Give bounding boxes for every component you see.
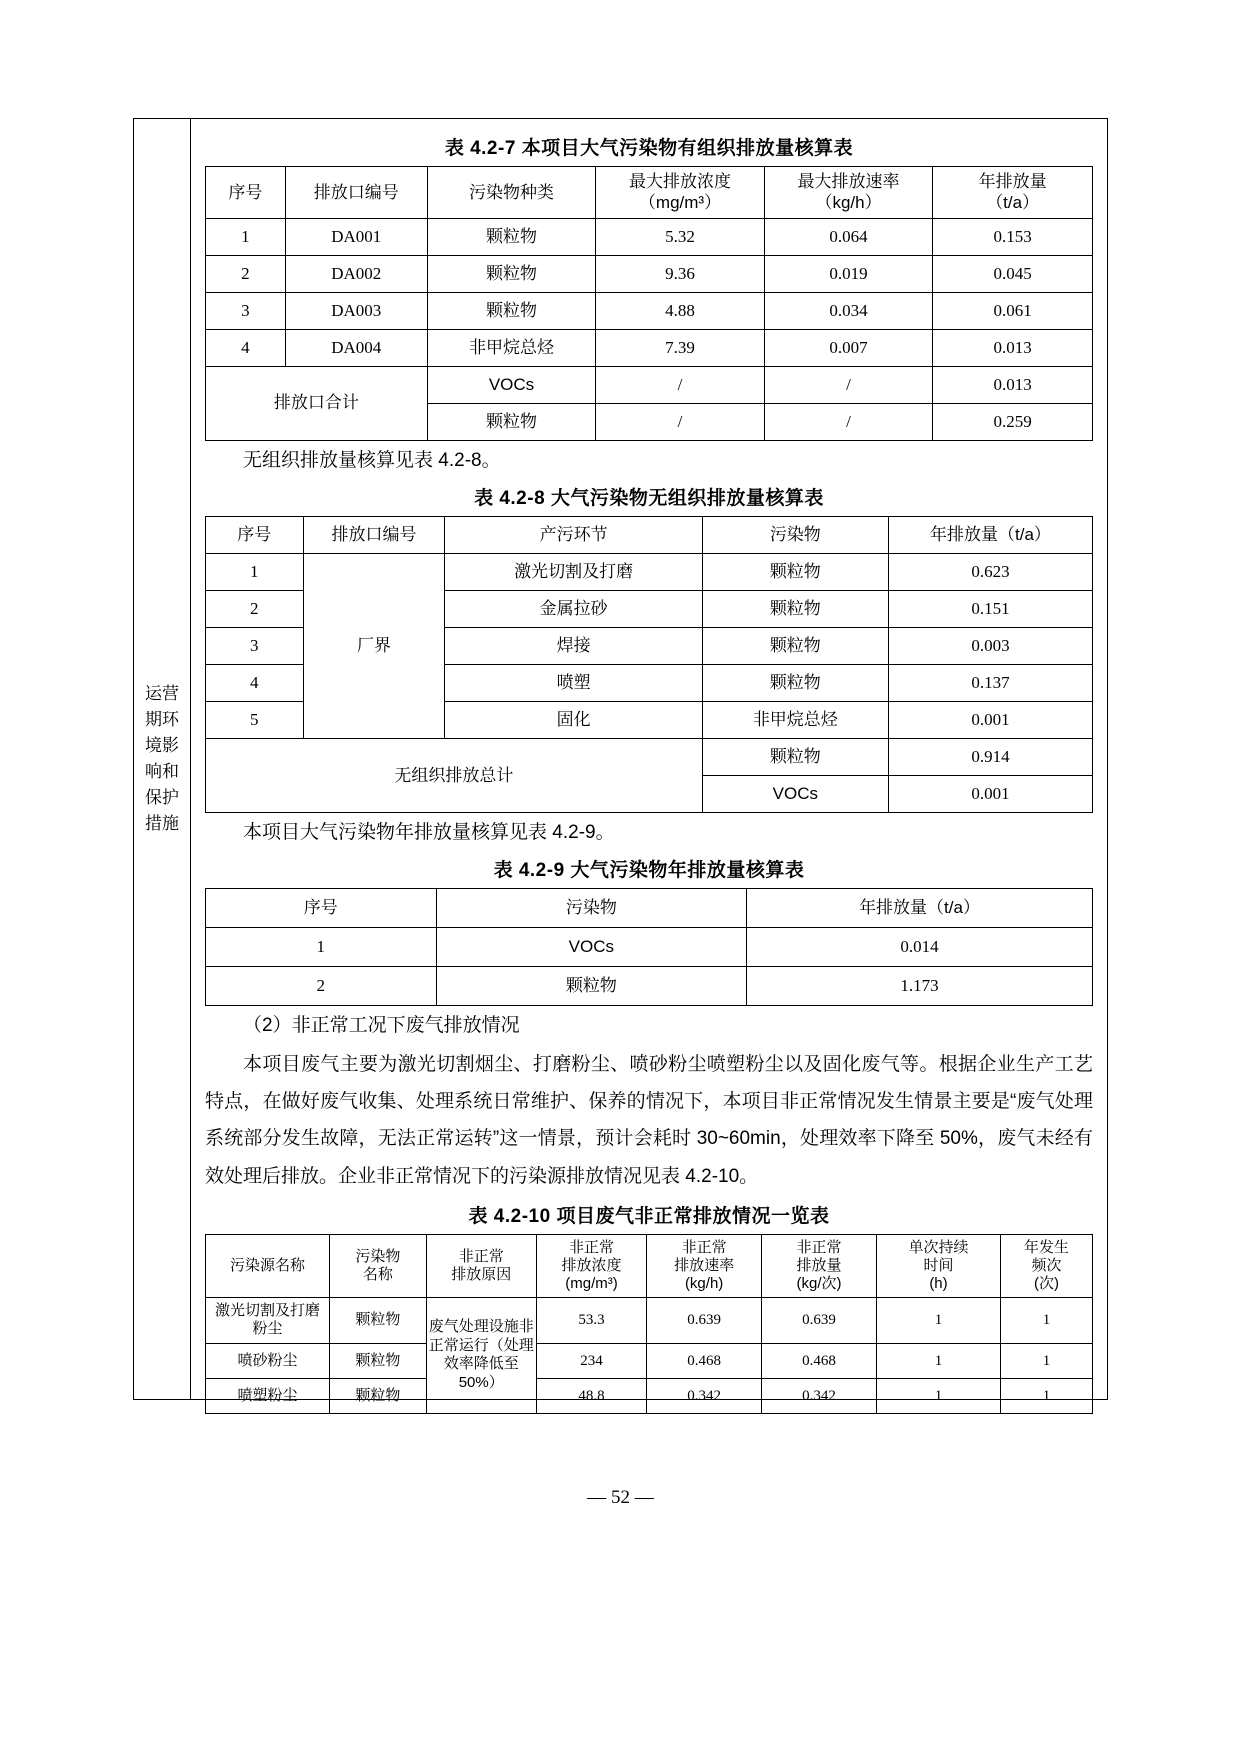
col-header-conc xyxy=(536,1234,646,1297)
cell-seq: 3 xyxy=(206,627,304,664)
col-header-amount xyxy=(762,1234,877,1297)
col-header-seq: 序号 xyxy=(206,516,304,553)
cell-duration: 1 xyxy=(876,1344,1000,1379)
col-header-duration xyxy=(876,1234,1000,1297)
col-header-duration-line1: 单次持续 xyxy=(908,1238,969,1256)
cell-process: 激光切割及打磨 xyxy=(445,553,702,590)
cell-conc: 53.3 xyxy=(536,1297,646,1344)
cell-max-rate: 0.064 xyxy=(764,218,933,255)
cell-annual: 1.173 xyxy=(747,967,1093,1006)
cell-pollutant: 颗粒物 xyxy=(436,967,746,1006)
cell-amount: 0.342 xyxy=(762,1379,877,1414)
col-header-rate-line2: 排放速率 xyxy=(674,1256,735,1274)
cell-pollutant: 颗粒物 xyxy=(427,218,596,255)
cell-summary-pollutant: VOCs xyxy=(427,366,596,403)
col-header-annual: 年排放量（t/a） xyxy=(747,889,1093,928)
cell-annual: 0.153 xyxy=(933,218,1093,255)
col-header-pollutant xyxy=(330,1234,427,1297)
cell-duration: 1 xyxy=(876,1379,1000,1414)
cell-annual: 0.137 xyxy=(888,664,1092,701)
table-row-header xyxy=(206,889,1093,928)
cell-seq: 5 xyxy=(206,701,304,738)
col-header-pollutant-line1: 污染物 xyxy=(355,1247,401,1265)
cell-pollutant: 颗粒物 xyxy=(427,255,596,292)
col-header-annual-line1: 年排放量 xyxy=(978,172,1047,191)
col-header-pollutant: 污染物种类 xyxy=(427,167,596,219)
cell-source: 喷塑粉尘 xyxy=(206,1379,330,1414)
cell-seq: 3 xyxy=(206,292,286,329)
table-row xyxy=(206,553,1093,590)
cell-conc: 234 xyxy=(536,1344,646,1379)
cell-seq: 1 xyxy=(206,928,437,967)
col-header-max-conc xyxy=(596,167,765,219)
cell-annual: 0.001 xyxy=(888,701,1092,738)
cell-process: 喷塑 xyxy=(445,664,702,701)
col-header-pollutant-line2: 名称 xyxy=(362,1265,393,1283)
table-429 xyxy=(205,888,1093,1006)
col-header-duration-line3: (h) xyxy=(929,1274,948,1292)
col-header-amount-line1: 非正常 xyxy=(796,1238,842,1256)
cell-summary-pollutant: 颗粒物 xyxy=(702,738,888,775)
col-header-frequency xyxy=(1001,1234,1093,1297)
cell-max-conc: 9.36 xyxy=(596,255,765,292)
col-header-reason-line1: 非正常 xyxy=(458,1247,504,1265)
table-row-header xyxy=(206,167,1093,219)
table-row xyxy=(206,292,1093,329)
cell-max-conc: 5.32 xyxy=(596,218,765,255)
cell-annual: 0.013 xyxy=(933,329,1093,366)
table-row xyxy=(206,218,1093,255)
col-header-outlet: 排放口编号 xyxy=(303,516,445,553)
cell-summary-pollutant: VOCs xyxy=(702,775,888,812)
paragraph-unorganized-ref: 无组织排放量核算见表 4.2-8。 xyxy=(243,449,501,471)
col-header-amount-line3: (kg/次) xyxy=(796,1274,842,1292)
cell-source: 喷砂粉尘 xyxy=(206,1344,330,1379)
cell-pollutant: 非甲烷总烃 xyxy=(702,701,888,738)
col-header-seq: 序号 xyxy=(206,889,437,928)
col-header-frequency-line2: 频次 xyxy=(1031,1256,1062,1274)
cell-conc: 48.8 xyxy=(536,1379,646,1414)
cell-annual: 0.003 xyxy=(888,627,1092,664)
cell-max-rate: 0.034 xyxy=(764,292,933,329)
cell-max-conc: 7.39 xyxy=(596,329,765,366)
col-header-conc-line2: 排放浓度 xyxy=(561,1256,622,1274)
cell-reason-merged: 废气处理设施非正常运行（处理效率降低至50%） xyxy=(426,1297,536,1414)
table-4210 xyxy=(205,1234,1093,1415)
col-header-max-rate xyxy=(764,167,933,219)
cell-annual: 0.061 xyxy=(933,292,1093,329)
cell-max-rate: 0.007 xyxy=(764,329,933,366)
col-header-seq: 序号 xyxy=(206,167,286,219)
col-header-source: 污染源名称 xyxy=(206,1234,330,1297)
cell-pollutant: 颗粒物 xyxy=(702,553,888,590)
main-content xyxy=(191,119,1107,1404)
table-row xyxy=(206,928,1093,967)
col-header-annual xyxy=(933,167,1093,219)
table-428 xyxy=(205,516,1093,813)
col-header-frequency-line1: 年发生 xyxy=(1024,1238,1070,1256)
cell-pollutant: 颗粒物 xyxy=(330,1344,427,1379)
cell-summary-conc: / xyxy=(596,366,765,403)
table-427-title: 表 4.2-7 本项目大气污染物有组织排放量核算表 xyxy=(444,138,854,159)
cell-pollutant: 颗粒物 xyxy=(330,1297,427,1344)
cell-outlet: DA002 xyxy=(285,255,427,292)
cell-annual: 0.014 xyxy=(747,928,1093,967)
table-429-title: 表 4.2-9 大气污染物年排放量核算表 xyxy=(493,860,805,882)
table-row xyxy=(206,1297,1093,1344)
table-4210-title: 表 4.2-10 项目废气非正常排放情况一览表 xyxy=(468,1205,830,1227)
col-header-duration-line2: 时间 xyxy=(923,1256,954,1274)
cell-outlet: DA001 xyxy=(285,218,427,255)
cell-summary-annual: 0.914 xyxy=(888,738,1092,775)
col-header-frequency-line3: (次) xyxy=(1034,1274,1060,1292)
col-header-max-rate-line1: 最大排放速率 xyxy=(797,172,900,191)
cell-summary-annual: 0.013 xyxy=(933,366,1093,403)
table-row xyxy=(206,1344,1093,1379)
heading-abnormal-condition: （2）非正常工况下废气排放情况 xyxy=(243,1015,520,1037)
table-428-title: 表 4.2-8 大气污染物无组织排放量核算表 xyxy=(474,487,824,509)
table-row xyxy=(206,967,1093,1006)
cell-frequency: 1 xyxy=(1001,1379,1093,1414)
table-row xyxy=(206,255,1093,292)
cell-amount: 0.468 xyxy=(762,1344,877,1379)
cell-summary-conc: / xyxy=(596,403,765,440)
table-row-summary xyxy=(206,366,1093,403)
cell-pollutant: 非甲烷总烃 xyxy=(427,329,596,366)
cell-summary-annual: 0.001 xyxy=(888,775,1092,812)
table-427 xyxy=(205,166,1093,441)
table-row xyxy=(206,1379,1093,1414)
cell-process: 焊接 xyxy=(445,627,702,664)
cell-pollutant: 颗粒物 xyxy=(427,292,596,329)
table-row-header xyxy=(206,516,1093,553)
cell-outlet: DA004 xyxy=(285,329,427,366)
col-header-max-conc-line2: （mg/m³） xyxy=(638,193,722,213)
col-header-reason xyxy=(426,1234,536,1297)
cell-seq: 2 xyxy=(206,255,286,292)
cell-pollutant: 颗粒物 xyxy=(702,590,888,627)
section-label-cell xyxy=(134,119,191,1399)
cell-outlet: DA003 xyxy=(285,292,427,329)
col-header-rate-line3: (kg/h) xyxy=(684,1274,724,1292)
col-header-annual: 年排放量（t/a） xyxy=(888,516,1092,553)
table-row-header xyxy=(206,1234,1093,1297)
col-header-rate-line1: 非正常 xyxy=(681,1238,727,1256)
content-frame xyxy=(133,118,1108,1404)
col-header-annual-line2: （t/a） xyxy=(986,193,1040,213)
cell-pollutant: VOCs xyxy=(436,928,746,967)
cell-summary-rate: / xyxy=(764,366,933,403)
cell-duration: 1 xyxy=(876,1297,1000,1344)
cell-rate: 0.639 xyxy=(647,1297,762,1344)
cell-summary-rate: / xyxy=(764,403,933,440)
cell-rate: 0.342 xyxy=(647,1379,762,1414)
page-number: — 52 — xyxy=(587,1487,654,1508)
col-header-pollutant: 污染物 xyxy=(702,516,888,553)
cell-seq: 4 xyxy=(206,329,286,366)
col-header-max-rate-line2: （kg/h） xyxy=(815,193,882,213)
col-header-rate xyxy=(647,1234,762,1297)
cell-frequency: 1 xyxy=(1001,1297,1093,1344)
cell-seq: 1 xyxy=(206,553,304,590)
cell-summary-label: 排放口合计 xyxy=(206,366,428,440)
cell-pollutant: 颗粒物 xyxy=(702,664,888,701)
cell-annual: 0.623 xyxy=(888,553,1092,590)
cell-outlet-merged: 厂界 xyxy=(303,553,445,738)
cell-summary-pollutant: 颗粒物 xyxy=(427,403,596,440)
col-header-outlet: 排放口编号 xyxy=(285,167,427,219)
cell-pollutant: 颗粒物 xyxy=(702,627,888,664)
cell-max-rate: 0.019 xyxy=(764,255,933,292)
cell-seq: 2 xyxy=(206,967,437,1006)
paragraph-abnormal-description: 本项目废气主要为激光切割烟尘、打磨粉尘、喷砂粉尘喷塑粉尘以及固化废气等。根据企业生产工艺特点，在做好废气收集、处理系统日常维护、保养的情况下，本项目非正常情况发生情景主要是“废气处理系统部分发生故障，无法正常运转”这一情景，预计会耗时 30~60min，处理效率下降至 50%，废气未经有效处理后排放。企业非正常情况下的污染源排放情况见表 4.2-10。 xyxy=(205,1054,1093,1187)
col-header-process: 产污环节 xyxy=(445,516,702,553)
cell-frequency: 1 xyxy=(1001,1344,1093,1379)
cell-annual: 0.151 xyxy=(888,590,1092,627)
table-row-summary xyxy=(206,738,1093,775)
cell-source: 激光切割及打磨粉尘 xyxy=(206,1297,330,1344)
cell-annual: 0.045 xyxy=(933,255,1093,292)
col-header-amount-line2: 排放量 xyxy=(796,1256,842,1274)
cell-process: 金属拉砂 xyxy=(445,590,702,627)
cell-process: 固化 xyxy=(445,701,702,738)
cell-seq: 2 xyxy=(206,590,304,627)
cell-amount: 0.639 xyxy=(762,1297,877,1344)
cell-max-conc: 4.88 xyxy=(596,292,765,329)
cell-rate: 0.468 xyxy=(647,1344,762,1379)
cell-seq: 4 xyxy=(206,664,304,701)
col-header-conc-line3: (mg/m³) xyxy=(565,1274,618,1292)
section-label: 运营期环境影响和保护措施 xyxy=(145,684,179,833)
col-header-max-conc-line1: 最大排放浓度 xyxy=(629,172,731,191)
table-row xyxy=(206,329,1093,366)
cell-summary-annual: 0.259 xyxy=(933,403,1093,440)
cell-pollutant: 颗粒物 xyxy=(330,1379,427,1414)
col-header-reason-line2: 排放原因 xyxy=(451,1265,512,1283)
col-header-pollutant: 污染物 xyxy=(436,889,746,928)
paragraph-annual-ref: 本项目大气污染物年排放量核算见表 4.2-9。 xyxy=(243,821,615,843)
col-header-conc-line1: 非正常 xyxy=(569,1238,615,1256)
cell-seq: 1 xyxy=(206,218,286,255)
cell-summary-label: 无组织排放总计 xyxy=(206,738,703,812)
